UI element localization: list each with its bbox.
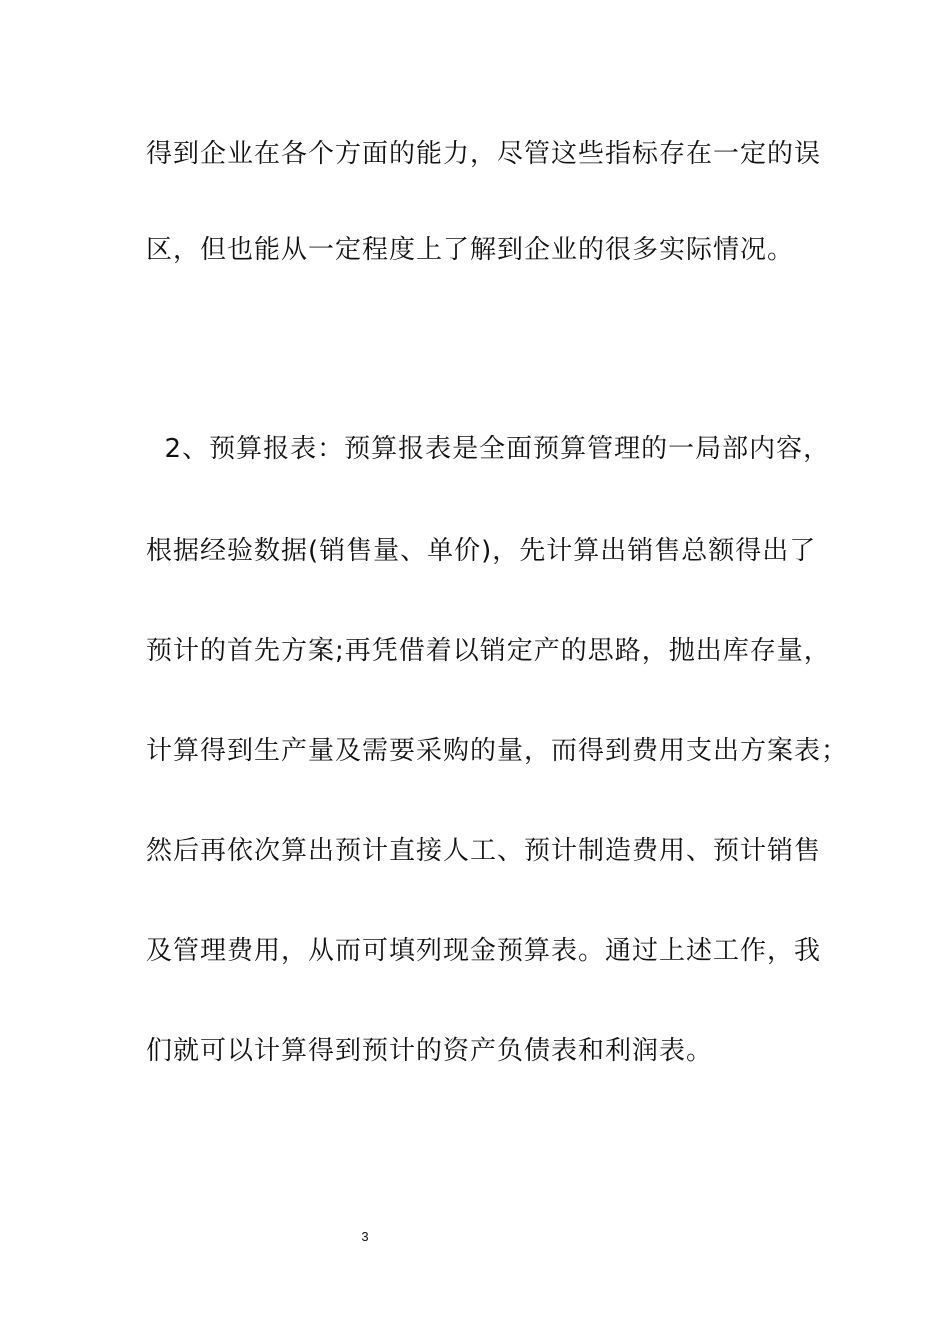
text-line-7: 然后再依次算出预计直接人工、预计制造费用、预计销售 bbox=[146, 836, 822, 866]
page-number: 3 bbox=[361, 1229, 369, 1244]
text-line-1: 得到企业在各个方面的能力，尽管这些指标存在一定的误 bbox=[146, 139, 822, 169]
text-line-2: 区，但也能从一定程度上了解到企业的很多实际情况。 bbox=[146, 235, 795, 265]
text-line-5: 预计的首先方案;再凭借着以销定产的思路，抛出库存量， bbox=[146, 636, 831, 666]
text-line-8: 及管理费用，从而可填列现金预算表。通过上述工作，我 bbox=[146, 936, 822, 966]
text-line-6: 计算得到生产量及需要采购的量，而得到费用支出方案表； bbox=[146, 736, 849, 766]
text-line-4: 根据经验数据(销售量、单价)，先计算出销售总额得出了 bbox=[146, 536, 817, 566]
text-line-9: 们就可以计算得到预计的资产负债表和利润表。 bbox=[146, 1036, 714, 1066]
text-line-3: 2、预算报表：预算报表是全面预算管理的一局部内容， bbox=[146, 434, 831, 464]
